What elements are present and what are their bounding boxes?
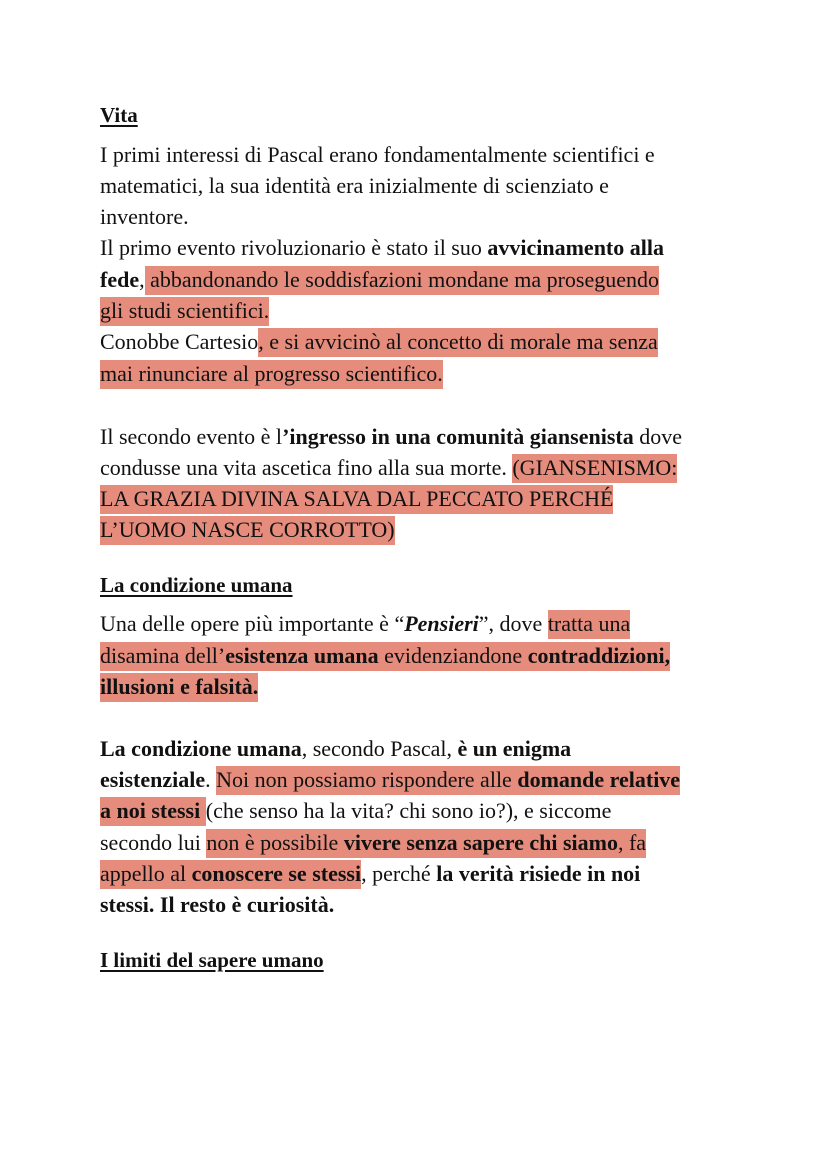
highlighted-text: (GIANSENISMO: bbox=[512, 454, 677, 483]
paragraph-line bbox=[100, 889, 334, 920]
highlighted-bold-text: conoscere se stessi bbox=[192, 860, 361, 889]
text-run: inventore. bbox=[100, 204, 189, 229]
text-run: . bbox=[205, 767, 217, 792]
text-run: ”, dove bbox=[478, 611, 548, 636]
paragraph-line bbox=[100, 608, 630, 639]
paragraph-line bbox=[100, 827, 646, 858]
highlighted-text: evidenziandone bbox=[379, 642, 528, 671]
bold-italic-text: Pensieri bbox=[404, 611, 479, 636]
paragraph-line bbox=[100, 295, 269, 326]
paragraph-line bbox=[100, 452, 677, 483]
heading-condizione-umana: La condizione umana bbox=[100, 573, 293, 597]
highlighted-text: appello al bbox=[100, 860, 192, 889]
highlighted-bold-text: esistenza umana bbox=[225, 642, 378, 671]
paragraph-line bbox=[100, 733, 571, 764]
text-run: matematici, la sua identità era inizialmente di scienziato e bbox=[100, 173, 609, 198]
text-run: Conobbe Cartesio bbox=[100, 329, 259, 354]
bold-text: la verità risiede in noi bbox=[436, 861, 641, 886]
paragraph-line bbox=[100, 201, 189, 232]
text-run: , perché bbox=[361, 861, 437, 886]
highlighted-bold-text: a noi stessi bbox=[100, 797, 206, 826]
paragraph-line bbox=[100, 139, 655, 170]
text-run: (che senso ha la vita? chi sono io?), e siccome bbox=[205, 798, 612, 823]
bold-text: avvicinamento alla bbox=[487, 235, 664, 260]
paragraph-line bbox=[100, 764, 680, 795]
text-run: condusse una vita ascetica fino alla sua morte. bbox=[100, 455, 513, 480]
paragraph-line bbox=[100, 326, 658, 357]
highlighted-text: abbandonando le soddisfazioni mondane ma proseguendo bbox=[145, 266, 659, 295]
highlighted-text: mai rinunciare al progresso scientifico. bbox=[100, 360, 443, 389]
highlighted-text: LA GRAZIA DIVINA SALVA DAL PECCATO PERCHÉ bbox=[100, 485, 613, 514]
text-run: Il secondo evento è l bbox=[100, 424, 283, 449]
highlighted-text: disamina dell’ bbox=[100, 642, 225, 671]
text-run: Una delle opere più importante è “ bbox=[100, 611, 405, 636]
paragraph-line bbox=[100, 421, 682, 452]
highlighted-bold-text: contraddizioni, bbox=[528, 642, 670, 671]
highlighted-text: Noi non possiamo rispondere alle bbox=[216, 766, 517, 795]
text-run: secondo lui bbox=[100, 830, 207, 855]
paragraph-line bbox=[100, 170, 609, 201]
highlighted-bold-text: vivere senza sapere chi siamo bbox=[344, 829, 618, 858]
paragraph-line bbox=[100, 514, 395, 545]
bold-text: è un enigma bbox=[457, 736, 572, 761]
heading-vita: Vita bbox=[100, 103, 138, 127]
heading-limiti-sapere: I limiti del sapere umano bbox=[100, 948, 324, 972]
paragraph-line bbox=[100, 858, 640, 889]
text-run: , bbox=[139, 267, 145, 292]
paragraph-line bbox=[100, 795, 611, 826]
highlighted-text: non è possibile bbox=[206, 829, 344, 858]
text-run: dove bbox=[633, 424, 682, 449]
paragraph-line bbox=[100, 264, 659, 295]
highlighted-text: L’UOMO NASCE CORROTTO) bbox=[100, 516, 395, 545]
highlighted-text: tratta una bbox=[548, 610, 630, 639]
paragraph-line bbox=[100, 640, 670, 671]
paragraph-line bbox=[100, 483, 613, 514]
highlighted-text: , fa bbox=[618, 829, 646, 858]
text-run: Il primo evento rivoluzionario è stato il suo bbox=[100, 235, 488, 260]
bold-text: ’ingresso in una comunità giansenista bbox=[282, 424, 634, 449]
bold-text: La condizione umana bbox=[100, 736, 302, 761]
paragraph-line bbox=[100, 358, 443, 389]
highlighted-bold-text: domande relative bbox=[517, 766, 680, 795]
bold-text: stessi. Il resto è curiosità. bbox=[100, 892, 335, 917]
highlighted-text: gli studi scientifici. bbox=[100, 297, 269, 326]
paragraph-line bbox=[100, 232, 664, 263]
paragraph-line bbox=[100, 671, 258, 702]
text-run: I primi interessi di Pascal erano fondamentalmente scientifici e bbox=[100, 142, 655, 167]
bold-text: esistenziale bbox=[100, 767, 206, 792]
highlighted-bold-text: illusioni e falsità. bbox=[100, 673, 258, 702]
text-run: , secondo Pascal, bbox=[301, 736, 458, 761]
bold-text: fede bbox=[100, 267, 140, 292]
highlighted-text: , e si avvicinò al concetto di morale ma senza bbox=[258, 328, 658, 357]
